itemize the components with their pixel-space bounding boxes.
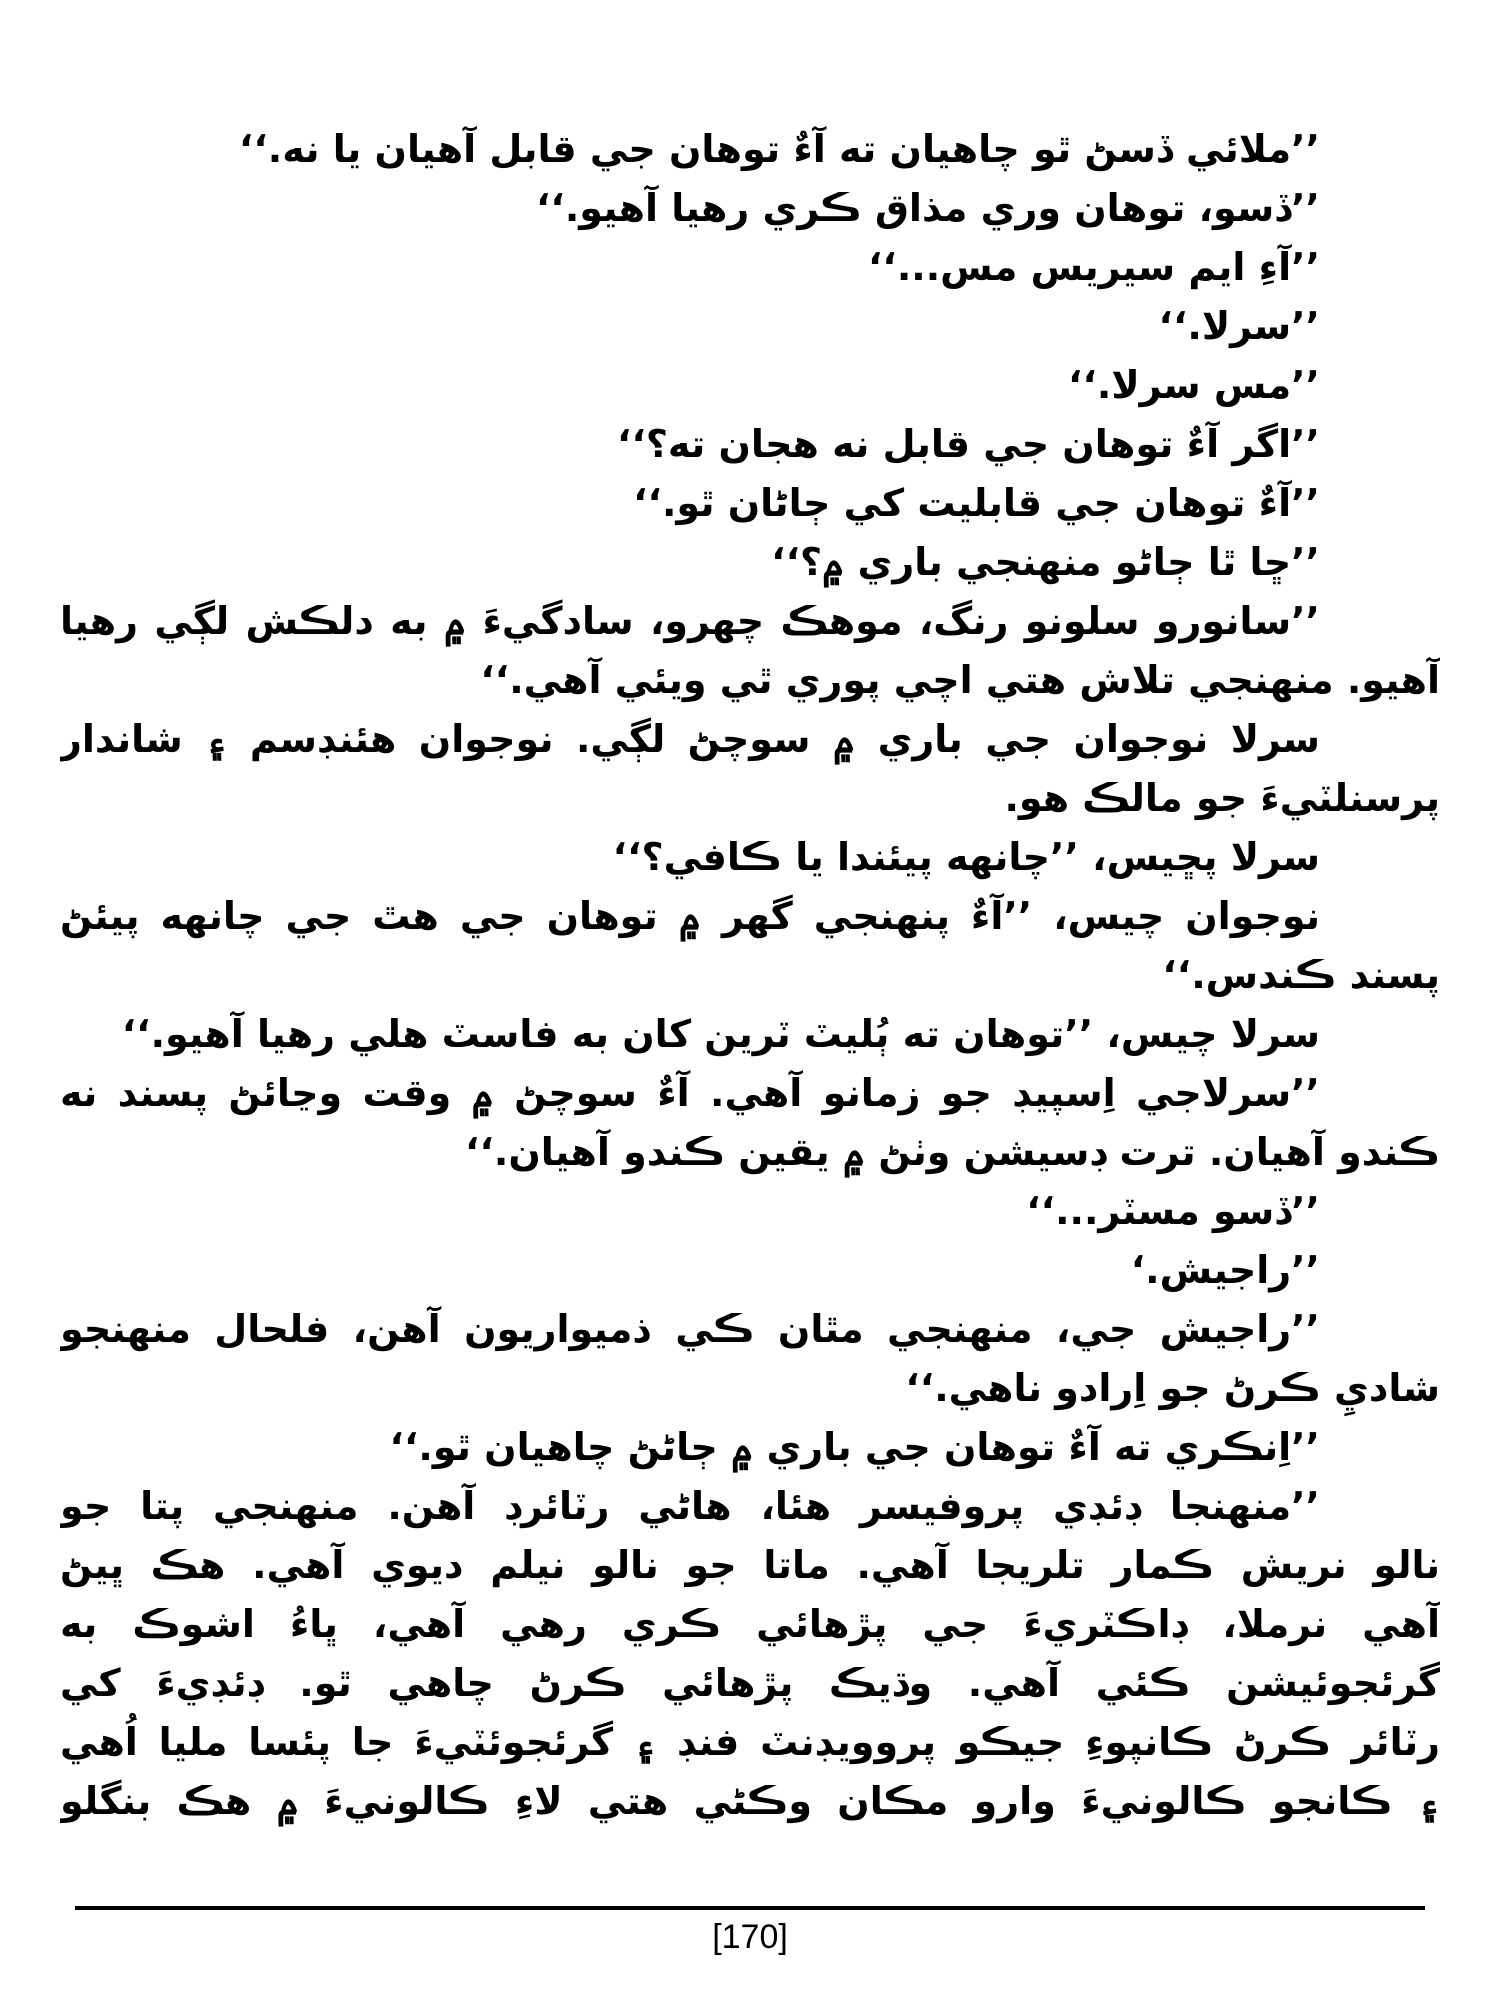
text-line: ’’آءٌ توهان جي قابليت کي ڄاڻان ٿو.‘‘ (633, 481, 1320, 525)
page-body-text (60, 120, 1440, 1831)
text-line: ’’سرلاجي اِسپيڊ جو زمانو آهي. آءٌ سوچڻ ۾ وقت وڃائڻ پسند نه (60, 1071, 1320, 1115)
text-line: ’’سرلا.‘‘ (1158, 304, 1320, 348)
text-line: ’’ڏسو مسٽر...‘‘ (1026, 1189, 1320, 1233)
text-line: شاديِ ڪرڻ جو اِرادو ناهي.‘‘ (905, 1366, 1440, 1410)
text-line: ’’منهنجا ڊئڊي پروفيسر هئا، هاڻي رٽائرڊ آهن. منهنجي پتا جو (60, 1484, 1320, 1528)
text-line: ۽ ڪانجو ڪالونيءَ وارو مڪان وڪڻي هتي لاءِ ڪالونيءَ ۾ هڪ بنگلو (60, 1779, 1440, 1823)
text-line: ’’ڇا ٿا ڄاڻو منهنجي باري ۾؟‘‘ (771, 540, 1320, 584)
text-line: رٽائر ڪرڻ ڪانپوءِ جيڪو پروويڊنٽ فنڊ ۽ گرئجوئٽيءَ جا پئسا مليا اُهي (60, 1720, 1440, 1764)
text-line: سرلا چيس، ’’توهان ته ٻُليٽ ٽرين کان به فاسٽ هلي رهيا آهيو.‘‘ (121, 1012, 1320, 1056)
text-line: ’’ملائي ڏسڻ ٿو چاهيان ته آءٌ توهان جي قابل آهيان يا نه.‘‘ (238, 127, 1320, 171)
text-line: سرلا نوجوان جي باري ۾ سوچڻ لڳي. نوجوان هئنڊسم ۽ شاندار (60, 717, 1320, 761)
page-number: [170] (712, 1918, 788, 1956)
text-line: ’’راجيش.‘ (1130, 1248, 1320, 1292)
text-line: نوجوان چيس، ’’آءٌ پنهنجي گهر ۾ توهان جي هٿ جي چانهه پيئڻ (60, 894, 1320, 938)
text-line: ڪندو آهيان. ترت ڊسيشن وٺڻ ۾ يقين ڪندو آهيان.‘‘ (465, 1130, 1440, 1174)
text-line: ’’اِنڪري ته آءٌ توهان جي باري ۾ ڄاڻڻ چاهيان ٿو.‘‘ (389, 1425, 1320, 1469)
text-line: آهي نرملا، ڊاڪٽريءَ جي پڙهائي ڪري رهي آهي، ڀاءُ اشوڪ به (60, 1602, 1440, 1646)
text-line: پرسنلٽيءَ جو مالڪ هو. (1004, 776, 1440, 820)
text-line: ’’ڏسو، توهان وري مذاق ڪري رهيا آهيو.‘‘ (535, 186, 1320, 230)
footer-divider (75, 1906, 1425, 1910)
text-line: نالو نريش ڪمار تلريجا آهي. ماتا جو نالو نيلم ديوي آهي. هڪ ڀيڻ (60, 1543, 1440, 1587)
text-line: ’’مس سرلا.‘‘ (1068, 363, 1320, 407)
text-line: سرلا پڇيس، ’’چانهه پيئندا يا ڪافي؟‘‘ (612, 835, 1320, 879)
text-line: ’’راجيش جي، منهنجي مٿان ڪي ذميواريون آهن، فلحال منهنجو (60, 1307, 1320, 1351)
text-line: گرئجوئيشن ڪئي آهي. وڌيڪ پڙهائي ڪرڻ چاهي ٿو. ڊئڊيءَ کي (60, 1661, 1440, 1705)
text-line: پسند ڪندس.‘‘ (1162, 953, 1440, 997)
text-line: آهيو. منهنجي تلاش هتي اچي پوري ٿي ويئي آهي.‘‘ (480, 658, 1440, 702)
text-line: ’’اگر آءٌ توهان جي قابل نه هجان ته؟‘‘ (617, 422, 1320, 466)
text-line: ’’آءِ ايم سيريس مس...‘‘ (867, 245, 1320, 289)
text-line: ’’سانورو سلونو رنگ، موهڪ چهرو، سادگيءَ ۾ به دلڪش لڳي رهيا (60, 599, 1320, 643)
